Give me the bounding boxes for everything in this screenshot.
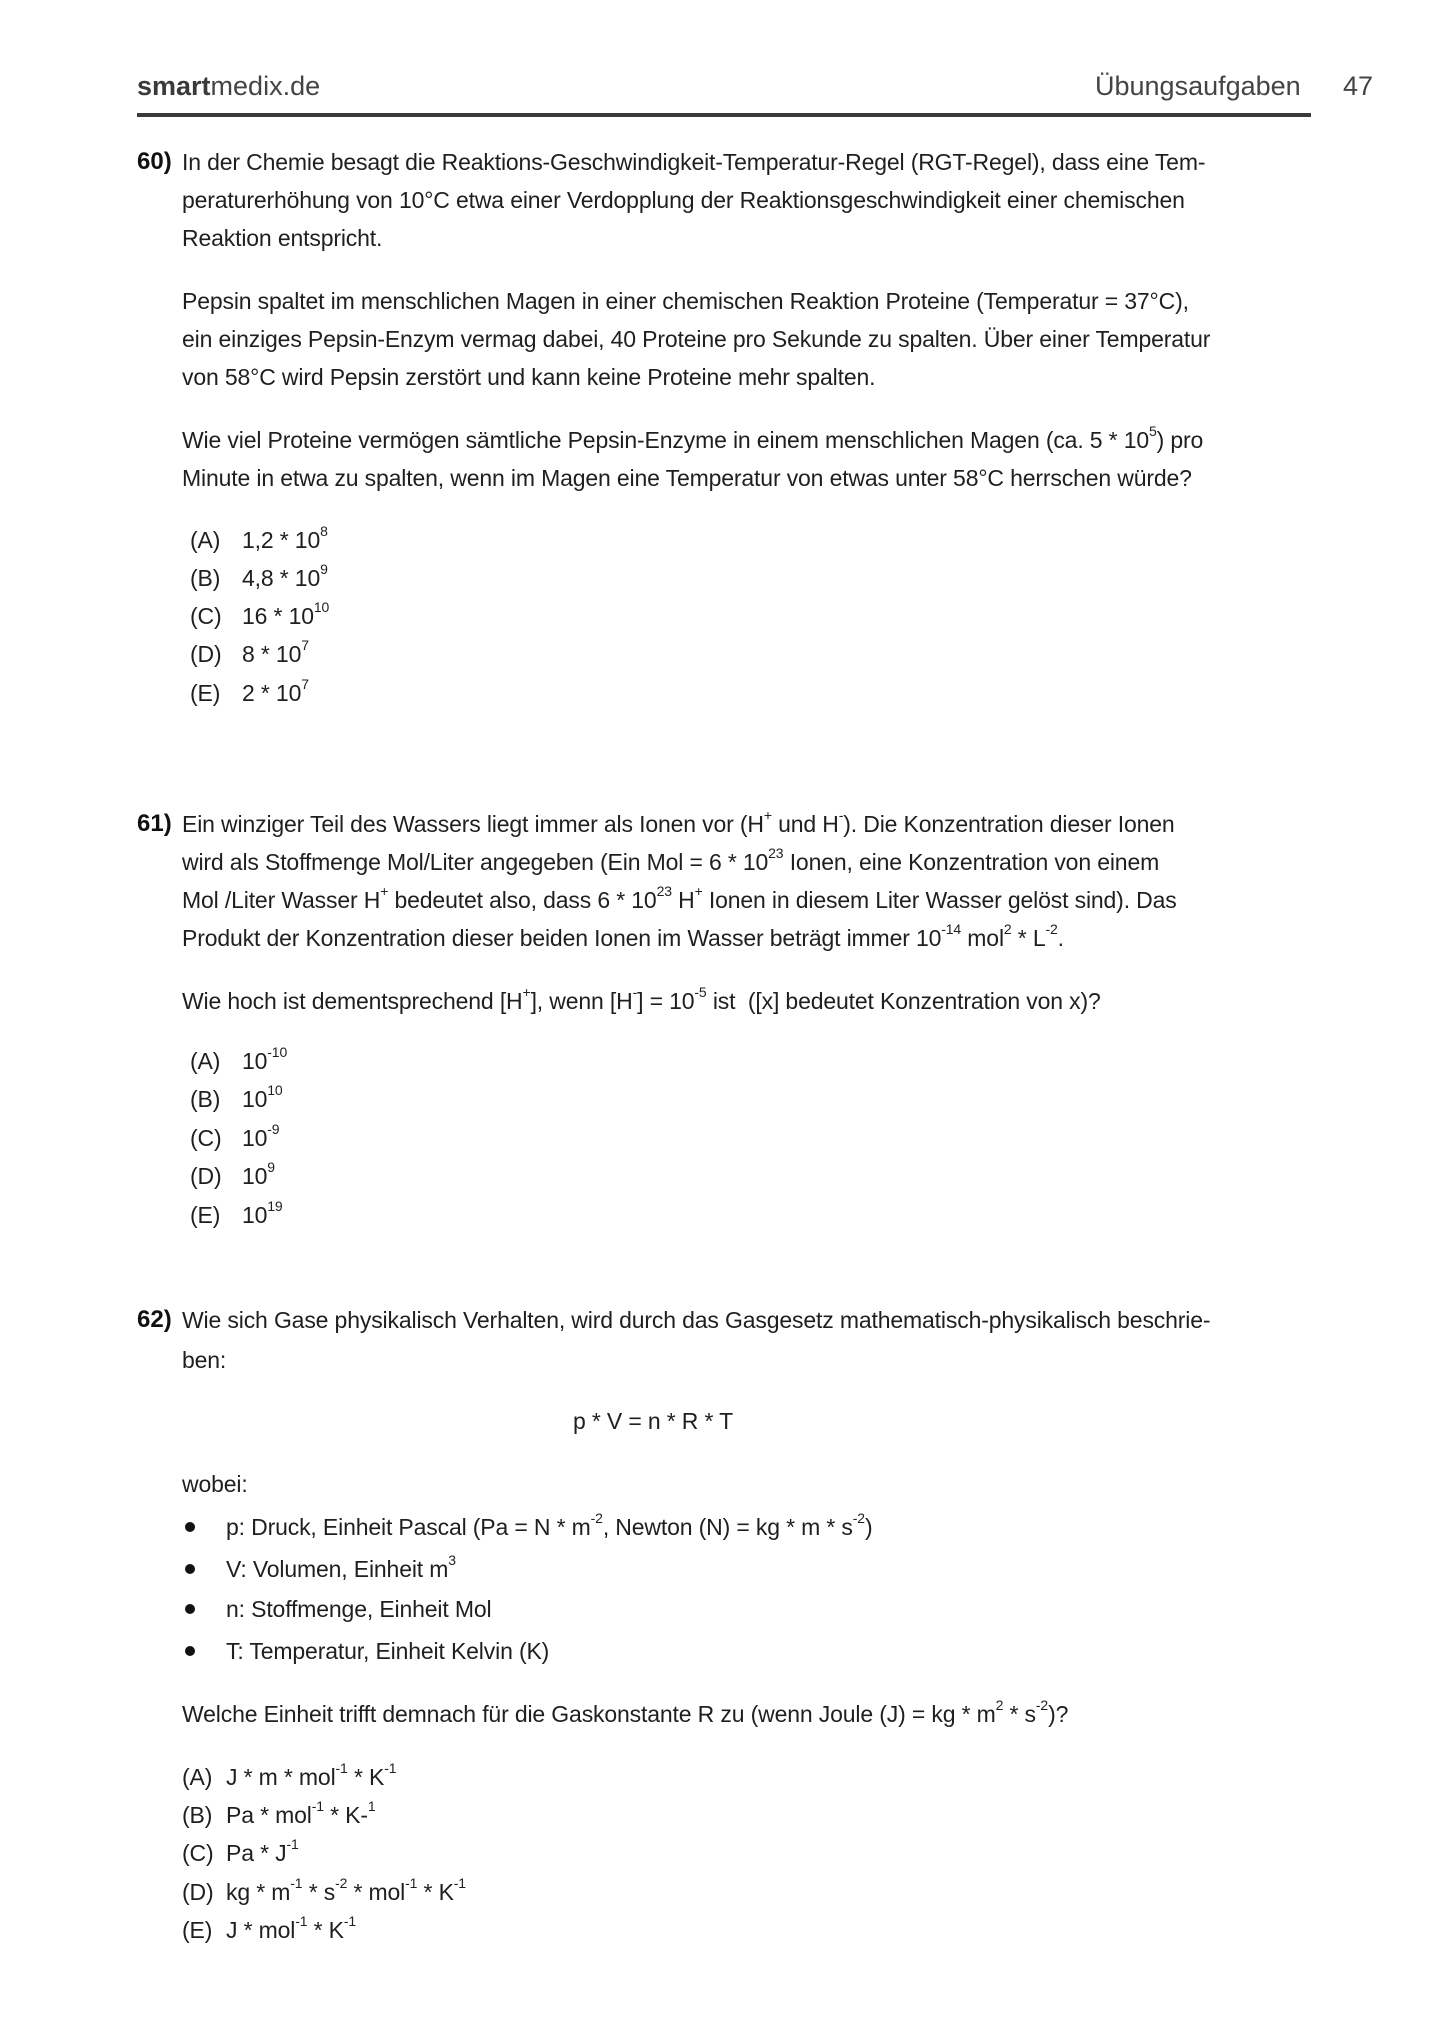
option-exponent: 9 — [320, 561, 328, 578]
superscript: 23 — [768, 845, 784, 862]
page-number: 47 — [1343, 71, 1374, 101]
option-exponent: -1 — [311, 1798, 324, 1815]
superscript: 2 — [995, 1697, 1004, 1714]
q60-paragraph1-line: Reaktion entspricht. — [182, 225, 383, 251]
brand-rest: medix.de — [210, 71, 321, 101]
header-rule — [137, 113, 1311, 117]
q60-question-line: Minute in etwa zu spalten, wenn im Magen eine Temperatur von etwas unter 58°C herrschen würde? — [182, 465, 1192, 491]
option-label: (E) — [190, 1202, 221, 1228]
q62-option-b[interactable] — [182, 1796, 376, 1834]
text: V: Volumen, Einheit m — [226, 1556, 449, 1582]
option-text: 1,2 * 10 — [242, 527, 321, 553]
text: ) — [864, 1514, 873, 1540]
q61-paragraph-line — [182, 881, 1177, 919]
q61-option-a[interactable] — [190, 1042, 287, 1080]
text: p: Druck, Einheit Pascal (Pa = N * m — [226, 1514, 591, 1540]
option-label: (D) — [190, 641, 222, 667]
text: Mol /Liter Wasser H — [182, 887, 381, 913]
q61-option-b[interactable] — [190, 1080, 283, 1118]
text: Ein winziger Teil des Wassers liegt immer als Ionen vor (H — [182, 811, 764, 837]
option-text: 10 — [242, 1202, 268, 1228]
text: Produkt der Konzentration dieser beiden Ionen im Wasser beträgt immer 10 — [182, 925, 942, 951]
q61-option-e[interactable] — [190, 1196, 283, 1234]
option-text: 10 — [242, 1125, 268, 1151]
definition-item — [226, 1550, 456, 1588]
option-exponent: -1 — [343, 1913, 357, 1930]
q60-option-e[interactable] — [190, 674, 309, 712]
option-label: (D) — [182, 1879, 214, 1905]
option-label: (B) — [182, 1802, 213, 1828]
text: Ionen in diesem Liter Wasser gelöst sind). Das — [702, 887, 1177, 913]
bullet-icon — [185, 1646, 195, 1656]
option-text: * K — [347, 1764, 385, 1790]
option-exponent: -1 — [384, 1760, 397, 1777]
option-exponent: -10 — [267, 1044, 288, 1061]
brand-bold: smart — [137, 71, 211, 101]
q60-paragraph2-line: von 58°C wird Pepsin zerstört und kann keine Proteine mehr spalten. — [182, 364, 876, 390]
superscript: -2 — [590, 1510, 603, 1527]
option-exponent: 7 — [301, 676, 309, 693]
superscript: + — [380, 883, 389, 900]
text: * s — [1003, 1701, 1036, 1727]
text: ). Die Konzentration dieser Ionen — [843, 811, 1175, 837]
option-text: Pa * mol — [226, 1802, 312, 1828]
q61-question-line — [182, 982, 1101, 1020]
q61-option-d[interactable] — [190, 1157, 275, 1195]
option-exponent: -9 — [267, 1121, 280, 1138]
option-label: (C) — [182, 1840, 214, 1866]
q62-option-a[interactable] — [182, 1758, 396, 1796]
option-exponent: 7 — [301, 637, 309, 654]
superscript: 5 — [1149, 423, 1157, 440]
bullet-icon — [185, 1604, 195, 1614]
q62-question-line — [182, 1695, 1068, 1733]
bullet-icon — [185, 1564, 195, 1574]
option-text: * K- — [323, 1802, 368, 1828]
q62-option-e[interactable] — [182, 1911, 356, 1949]
option-text: 8 * 10 — [242, 641, 302, 667]
option-exponent: -1 — [286, 1836, 299, 1853]
superscript: - — [632, 984, 638, 1001]
q60-paragraph2-line: ein einziges Pepsin-Enzym vermag dabei, 40 Proteine pro Sekunde zu spalten. Über einer Temperatur — [182, 326, 1211, 352]
superscript: + — [522, 984, 531, 1001]
option-exponent: 10 — [313, 599, 330, 616]
superscript: 3 — [448, 1552, 456, 1569]
superscript: + — [763, 807, 772, 824]
q60-paragraph1-line: peraturerhöhung von 10°C etwa einer Verdopplung der Reaktionsgeschwindigkeit einer chemischen — [182, 187, 1185, 213]
definition-item: n: Stoffmenge, Einheit Mol — [226, 1596, 492, 1622]
option-text: 10 — [242, 1163, 268, 1189]
question-number-60: 60) — [137, 148, 172, 175]
option-label: (A) — [190, 1048, 221, 1074]
text: ], wenn [H — [530, 988, 633, 1014]
option-label: (C) — [190, 603, 222, 629]
q61-option-c[interactable] — [190, 1119, 279, 1157]
text: , Newton (N) = kg * m * s — [602, 1514, 853, 1540]
superscript: 23 — [656, 883, 672, 900]
superscript: -2 — [1045, 921, 1058, 938]
superscript: -2 — [1035, 1697, 1049, 1714]
text: . — [1057, 925, 1064, 951]
section-title: Übungsaufgaben — [1095, 71, 1301, 101]
option-text: 16 * 10 — [242, 603, 314, 629]
option-label: (A) — [190, 527, 221, 553]
option-exponent: 10 — [267, 1082, 283, 1099]
text: wird als Stoffmenge Mol/Liter angegeben (Ein Mol = 6 * 10 — [182, 849, 769, 875]
text: Wie viel Proteine vermögen sämtliche Pepsin-Enzyme in einem menschlichen Magen (ca. 5 * 10 — [182, 427, 1150, 453]
option-text: 2 * 10 — [242, 680, 302, 706]
text: und H — [771, 811, 839, 837]
q60-option-b[interactable] — [190, 559, 328, 597]
option-text: * s — [302, 1879, 336, 1905]
q60-option-c[interactable] — [190, 597, 329, 635]
option-text: kg * m — [226, 1879, 291, 1905]
text: * L — [1011, 925, 1046, 951]
option-exponent: 8 — [320, 523, 328, 540]
q62-paragraph-line: ben: — [182, 1347, 227, 1373]
q62-paragraph-line: Wie sich Gase physikalisch Verhalten, wird durch das Gasgesetz mathematisch-physikalisch beschrie- — [182, 1307, 1211, 1333]
q60-option-a[interactable] — [190, 521, 328, 559]
option-text: Pa * J — [226, 1840, 287, 1866]
option-text: * K — [307, 1917, 344, 1943]
wobei-label: wobei: — [182, 1471, 248, 1497]
site-brand — [137, 70, 320, 102]
text: bedeutet also, dass 6 * 10 — [388, 887, 657, 913]
text: ) pro — [1156, 427, 1204, 453]
option-exponent: -1 — [290, 1875, 303, 1892]
definition-item — [226, 1508, 872, 1546]
q61-paragraph-line — [182, 919, 1064, 957]
text: ist ([x] bedeutet Konzentration von x)? — [706, 988, 1101, 1014]
option-text: 4,8 * 10 — [242, 565, 321, 591]
option-text: * mol — [347, 1879, 406, 1905]
q61-paragraph-line — [182, 805, 1175, 843]
option-exponent: 19 — [267, 1198, 283, 1215]
option-exponent: -1 — [295, 1913, 308, 1930]
text: Ionen, eine Konzentration von einem — [783, 849, 1160, 875]
option-label: (A) — [182, 1764, 213, 1790]
text: Welche Einheit trifft demnach für die Gaskonstante R zu (wenn Joule (J) = kg * m — [182, 1701, 996, 1727]
q60-paragraph1-line: In der Chemie besagt die Reaktions-Geschwindigkeit-Temperatur-Regel (RGT-Regel), dass eine Tem- — [182, 149, 1206, 175]
superscript: -5 — [694, 984, 707, 1001]
q60-question-line — [182, 421, 1203, 459]
text: ] = 10 — [637, 988, 695, 1014]
option-exponent: -1 — [453, 1875, 466, 1892]
option-label: (B) — [190, 1086, 221, 1112]
superscript: 2 — [1003, 921, 1012, 938]
gas-law-formula: p * V = n * R * T — [573, 1408, 734, 1434]
question-number-61: 61) — [137, 810, 172, 837]
superscript: -2 — [852, 1510, 865, 1527]
q62-option-c[interactable] — [182, 1834, 299, 1872]
option-text: J * mol — [226, 1917, 296, 1943]
option-text: * K — [417, 1879, 454, 1905]
bullet-icon — [185, 1522, 195, 1532]
option-label: (E) — [190, 680, 221, 706]
option-text: 10 — [242, 1086, 268, 1112]
superscript: + — [694, 883, 703, 900]
text: )? — [1048, 1701, 1069, 1727]
text: H — [671, 887, 695, 913]
option-exponent: -1 — [335, 1760, 348, 1777]
superscript: - — [838, 807, 844, 824]
option-exponent: 9 — [267, 1159, 275, 1176]
text: Wie hoch ist dementsprechend [H — [182, 988, 523, 1014]
q62-option-d[interactable] — [182, 1873, 466, 1911]
option-text: J * m * mol — [226, 1764, 336, 1790]
option-label: (E) — [182, 1917, 213, 1943]
option-label: (B) — [190, 565, 221, 591]
question-number-62: 62) — [137, 1306, 172, 1333]
option-exponent: 1 — [367, 1798, 376, 1815]
option-exponent: -2 — [335, 1875, 348, 1892]
q60-option-d[interactable] — [190, 635, 309, 673]
option-text: 10 — [242, 1048, 268, 1074]
option-label: (D) — [190, 1163, 222, 1189]
option-label: (C) — [190, 1125, 222, 1151]
text: mol — [961, 925, 1004, 951]
superscript: -14 — [941, 921, 962, 938]
definition-item: T: Temperatur, Einheit Kelvin (K) — [226, 1638, 550, 1664]
q61-paragraph-line — [182, 843, 1159, 881]
option-exponent: -1 — [405, 1875, 418, 1892]
q60-paragraph2-line: Pepsin spaltet im menschlichen Magen in einer chemischen Reaktion Proteine (Temperatur = 37°C), — [182, 288, 1189, 314]
